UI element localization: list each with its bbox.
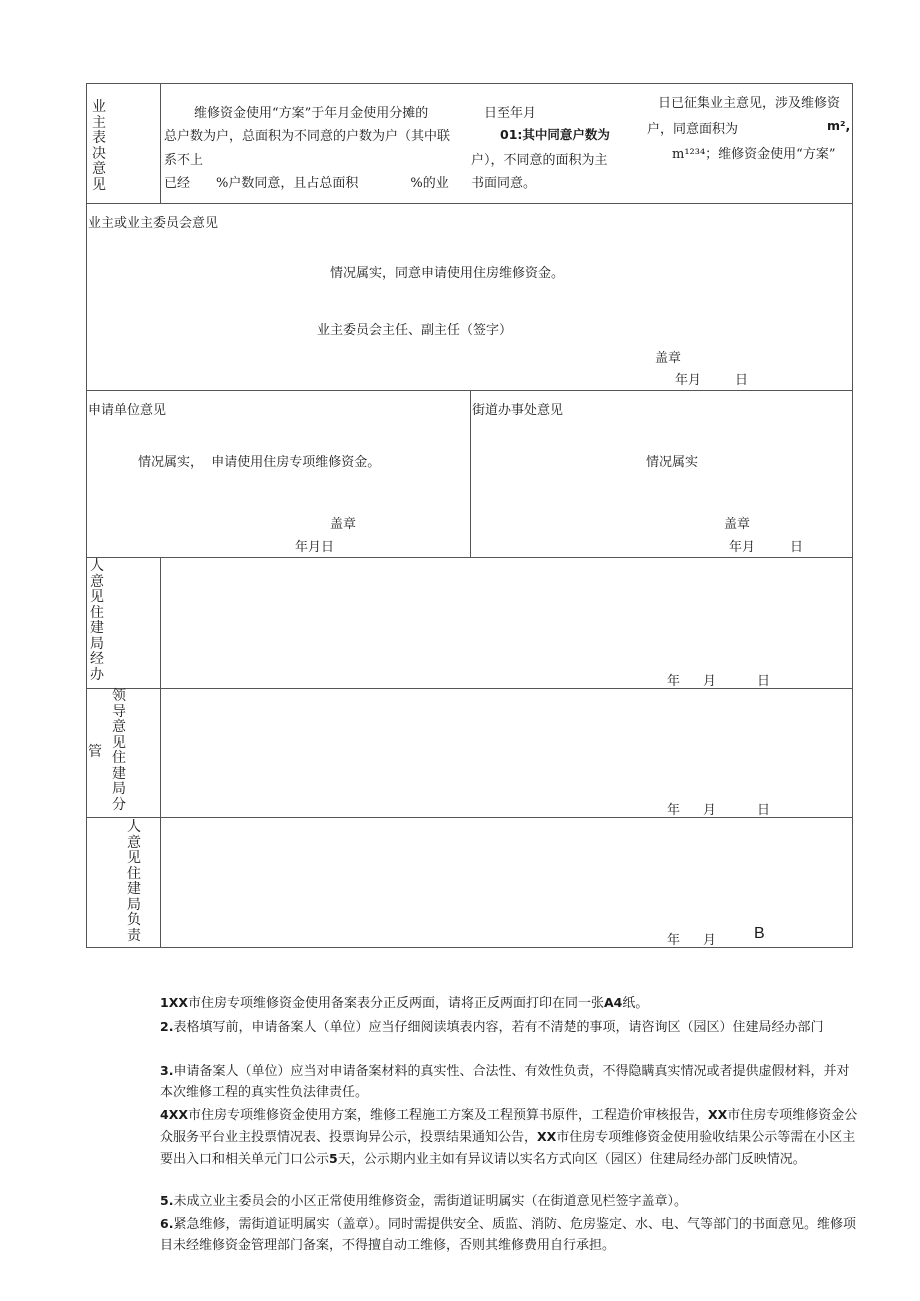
label-char: 住 [90, 604, 104, 621]
note-3 [160, 1060, 860, 1103]
label-char: 分 [112, 796, 126, 813]
handler-date-day: 日 [757, 674, 771, 689]
note-text: 纸。 [622, 996, 649, 1011]
committee-date-day: 日 [735, 373, 749, 388]
applicant-title: 申请单位意见 [88, 403, 167, 418]
handler-date-year: 年 [667, 674, 681, 689]
committee-statement: 情况属实，同意申请使用住房维修资金。 [330, 266, 565, 281]
note-number: 1XX [160, 995, 188, 1010]
committee-title: 业主或业主委员会意见 [88, 216, 219, 231]
note-2 [160, 1016, 860, 1038]
label-char: 见 [127, 850, 141, 866]
chief-date-day: B [754, 925, 765, 942]
label-char: 局 [90, 635, 104, 652]
leader-label [109, 689, 129, 813]
label-char: 住 [112, 750, 126, 766]
vote-text-line: 户），不同意的面积为主 [471, 153, 608, 168]
vote-text-line: 维修资金使用“方案”于年月金使用分摊的 [194, 106, 429, 121]
label-char: 决 [92, 145, 106, 162]
note-text: A4 [604, 995, 623, 1010]
note-text: 市住房专项维修资金使用方案，维修工程施工方案及工程预算书原件，工程造价审核报告， [187, 1108, 708, 1123]
label-char: 建 [127, 881, 141, 897]
note-number: 5. [160, 1193, 174, 1208]
label-char: 意 [90, 573, 104, 590]
label-char: 局 [127, 896, 141, 913]
label-char: 经 [90, 651, 104, 667]
note-text: 申请备案人（单位）应当对申请备案材料的真实性、合法性、有效性负责，不得隐瞒真实情况或者提供虚假材料，并对本次维修工程的真实性负法律责任。 [160, 1064, 850, 1100]
note-number: 4XX [160, 1107, 188, 1122]
vote-text-line: 日至年月 [484, 106, 537, 121]
label-char: 住 [127, 865, 141, 882]
leader-date-day: 日 [757, 803, 771, 818]
note-text: 天，公示期内业主如有异议请以实名方式向区（园区）住建局经办部门反映情况。 [337, 1152, 806, 1167]
label-char: 领 [112, 688, 126, 704]
street-date-day: 日 [790, 540, 804, 555]
note-text: 市住房专项维修资金公众服务平台业主投票情况表、投票询异公示，投票结果通知公告， [160, 1108, 858, 1145]
leader-date-year: 年 [667, 803, 681, 818]
vote-text-line: 系不上 [164, 153, 204, 168]
label-char: 表 [92, 130, 106, 146]
label-char: 责 [127, 927, 141, 944]
note-text: XX [537, 1129, 557, 1144]
label-char: 意 [127, 834, 141, 851]
handler-date-month: 月 [703, 674, 717, 689]
applicant-date: 年月日 [295, 540, 335, 555]
committee-date-year-month: 年月 [675, 373, 702, 388]
label-char: 见 [90, 589, 104, 605]
note-number: 2. [160, 1019, 174, 1034]
note-number: 3. [160, 1063, 174, 1078]
vote-text-line: 书面同意。 [471, 176, 537, 191]
note-text: 市住房专项维修资金使用备案表分正反两面，请将正反两面打印在同一张 [187, 996, 604, 1011]
vote-text-line: 户，同意面积为 [647, 122, 739, 137]
label-char: 人 [90, 558, 104, 574]
note-text: 未成立业主委员会的小区正常使用维修资金，需街道证明属实（在街道意见栏签字盖章）。 [173, 1194, 687, 1209]
label-char: 导 [112, 703, 126, 720]
vote-text-line: m¹²³⁴；维修资金使用“方案” [672, 147, 836, 162]
label-char: 见 [92, 176, 106, 193]
note-text: XX [708, 1107, 728, 1122]
label-char: 局 [112, 781, 126, 797]
note-5 [160, 1190, 860, 1212]
street-date-year-month: 年月 [729, 540, 756, 555]
label-char: 见 [112, 734, 126, 751]
note-1 [160, 992, 860, 1014]
street-title: 街道办事处意见 [472, 403, 564, 418]
vote-text-line: 已经 %户数同意，且占总面积 %的业 [164, 176, 449, 191]
note-6 [160, 1213, 860, 1256]
chief-date-month: 月 [703, 933, 717, 948]
label-char: 主 [92, 114, 106, 131]
committee-seal: 盖章 [655, 351, 682, 366]
label-char: 办 [90, 666, 104, 683]
vote-text-line: 01:其中同意户数为 [500, 127, 610, 142]
leader-date-month: 月 [703, 803, 717, 818]
label-char: 意 [112, 719, 126, 735]
note-number: 6. [160, 1216, 174, 1231]
note-text: 紧急维修，需街道证明属实（盖章）。同时需提供安全、质监、消防、危房鉴定、水、电、气等部门的书面意见。维修项目未经维修资金管理部门备案，不得擅自动工维修，否则其维修费用自行承担。 [160, 1217, 856, 1253]
label-char: 建 [90, 620, 104, 636]
note-4 [160, 1104, 860, 1170]
applicant-seal: 盖章 [330, 517, 357, 532]
note-text: 5 [329, 1151, 338, 1166]
chief-label [124, 820, 144, 944]
chief-date-year: 年 [667, 933, 681, 948]
committee-signature: 业主委员会主任、副主任（签字） [317, 323, 513, 338]
vote-text-line: 日已征集业主意见，涉及维修资 [658, 96, 841, 111]
label-char: 意 [92, 161, 106, 177]
leader-side-char: 管 [88, 744, 102, 760]
label-char: 负 [127, 912, 141, 928]
label-char: 建 [112, 765, 126, 782]
note-text: 表格填写前，申请备案人（单位）应当仔细阅读填表内容，若有不清楚的事项，请咨询区（园区）住建局经办部门 [173, 1020, 824, 1035]
owner-vote-label [89, 100, 109, 193]
label-char: 人 [127, 819, 141, 835]
note-text: 市住房专项维修资金使用验收结果公示等需在小区主要出入口和相关单元门口公示 [160, 1130, 856, 1167]
vote-text-line: 总户数为户，总面积为不同意的户数为户（其中联 [164, 129, 451, 144]
vote-text-line: m², [827, 118, 851, 133]
label-char: 业 [92, 99, 106, 115]
street-statement: 情况属实 [646, 455, 699, 470]
street-seal: 盖章 [724, 517, 751, 532]
applicant-statement: 情况属实， 申请使用住房专项维修资金。 [138, 455, 381, 470]
handler-label [87, 559, 107, 683]
